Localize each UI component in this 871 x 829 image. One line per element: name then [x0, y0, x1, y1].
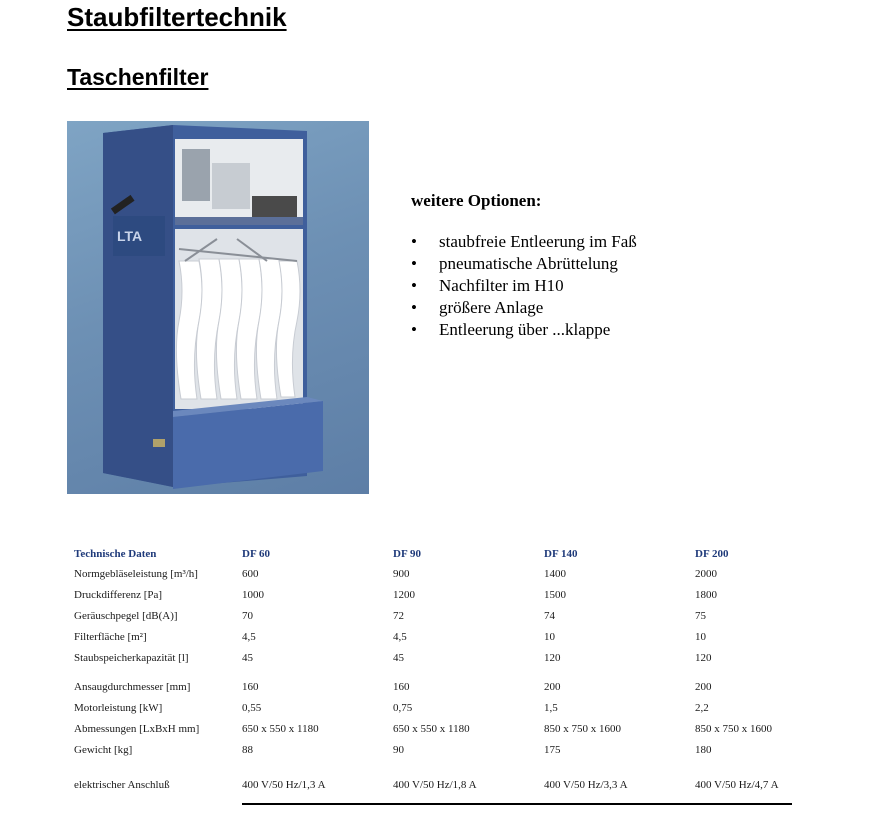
table-cell: 90 [393, 743, 404, 756]
table-cell: 10 [695, 630, 706, 643]
bullet-icon: • [411, 254, 417, 273]
table-cell: 1800 [695, 588, 717, 601]
table-cell: elektrischer Anschluß [74, 778, 170, 791]
page-title: Staubfiltertechnik [67, 2, 287, 32]
table-cell: 400 V/50 Hz/1,3 A [242, 778, 326, 791]
bullet-icon: • [411, 320, 417, 339]
table-cell: 175 [544, 743, 561, 756]
list-item: • Entleerung über ...klappe [411, 320, 611, 339]
table-cell: 200 [544, 680, 561, 693]
table-row [74, 605, 795, 626]
table-header-row [74, 545, 795, 563]
table-row [74, 697, 795, 718]
table-cell: 160 [242, 680, 259, 693]
table-cell: 1200 [393, 588, 415, 601]
table-cell: 180 [695, 743, 712, 756]
table-cell: 74 [544, 609, 555, 622]
table-row [74, 774, 795, 795]
table-cell: 600 [242, 567, 259, 580]
header-cell: DF 200 [695, 548, 729, 560]
table-spacer [74, 760, 795, 774]
table-cell: 200 [695, 680, 712, 693]
table-cell: 650 x 550 x 1180 [393, 722, 470, 735]
table-row [74, 626, 795, 647]
table-cell: 45 [242, 651, 253, 664]
table-cell: Staubspeicherkapazität [l] [74, 651, 189, 664]
table-row [74, 584, 795, 605]
table-cell: 2,2 [695, 701, 709, 714]
table-cell: 400 V/50 Hz/1,8 A [393, 778, 477, 791]
table-cell: 850 x 750 x 1600 [695, 722, 772, 735]
product-photo [67, 121, 369, 494]
table-cell: 1400 [544, 567, 566, 580]
table-cell: 160 [393, 680, 410, 693]
table-row [74, 647, 795, 668]
table-cell: 120 [695, 651, 712, 664]
bullet-icon: • [411, 298, 417, 317]
options-title: weitere Optionen: [411, 191, 542, 210]
table-cell: 0,55 [242, 701, 262, 714]
table-row [74, 676, 795, 697]
table-row [74, 563, 795, 584]
table-cell: 88 [242, 743, 253, 756]
options-block [411, 191, 791, 341]
table-cell: Geräuschpegel [dB(A)] [74, 609, 178, 622]
table-cell: 70 [242, 609, 253, 622]
table-cell: 1500 [544, 588, 566, 601]
list-item: • Nachfilter im H10 [411, 276, 564, 295]
table-cell: 75 [695, 609, 706, 622]
table-cell: 1000 [242, 588, 264, 601]
table-cell: Abmessungen [LxBxH mm] [74, 722, 200, 735]
table-cell: 72 [393, 609, 404, 622]
table-cell: 900 [393, 567, 410, 580]
header-cell: DF 90 [393, 548, 422, 560]
table-cell: 400 V/50 Hz/4,7 A [695, 778, 779, 791]
table-cell: Druckdifferenz [Pa] [74, 588, 163, 601]
table-row [74, 739, 795, 760]
bullet-icon: • [411, 276, 417, 295]
technical-data-table [74, 545, 795, 795]
table-cell: 0,75 [393, 701, 413, 714]
list-item: • staubfreie Entleerung im Faß [411, 232, 637, 251]
table-cell: 650 x 550 x 1180 [242, 722, 319, 735]
list-item: • pneumatische Abrüttelung [411, 254, 618, 273]
table-cell: Filterfläche [m²] [74, 630, 147, 643]
table-cell: 10 [544, 630, 555, 643]
table-cell: Motorleistung [kW] [74, 701, 163, 714]
table-cell: 850 x 750 x 1600 [544, 722, 621, 735]
table-cell: 4,5 [242, 630, 256, 643]
table-bottom-rule [242, 803, 792, 805]
table-cell: 45 [393, 651, 404, 664]
table-cell: 4,5 [393, 630, 407, 643]
header-cell: Technische Daten [74, 548, 157, 560]
table-cell: 1,5 [544, 701, 558, 714]
table-cell: 400 V/50 Hz/3,3 A [544, 778, 628, 791]
table-spacer [74, 668, 795, 676]
bullet-icon: • [411, 232, 417, 251]
header-cell: DF 140 [544, 548, 578, 560]
table-cell: 120 [544, 651, 561, 664]
svg-text:LTA: LTA [117, 228, 143, 244]
table-cell: Gewicht [kg] [74, 743, 133, 756]
header-cell: DF 60 [242, 548, 271, 560]
bag-filter-illustration [67, 121, 369, 494]
table-row [74, 718, 795, 739]
section-title: Taschenfilter [67, 64, 209, 90]
table-cell: Ansaugdurchmesser [mm] [74, 680, 191, 693]
table-cell: 2000 [695, 567, 717, 580]
table-cell: Normgebläseleistung [m³/h] [74, 567, 198, 580]
list-item: • größere Anlage [411, 298, 544, 317]
options-list [411, 231, 791, 341]
